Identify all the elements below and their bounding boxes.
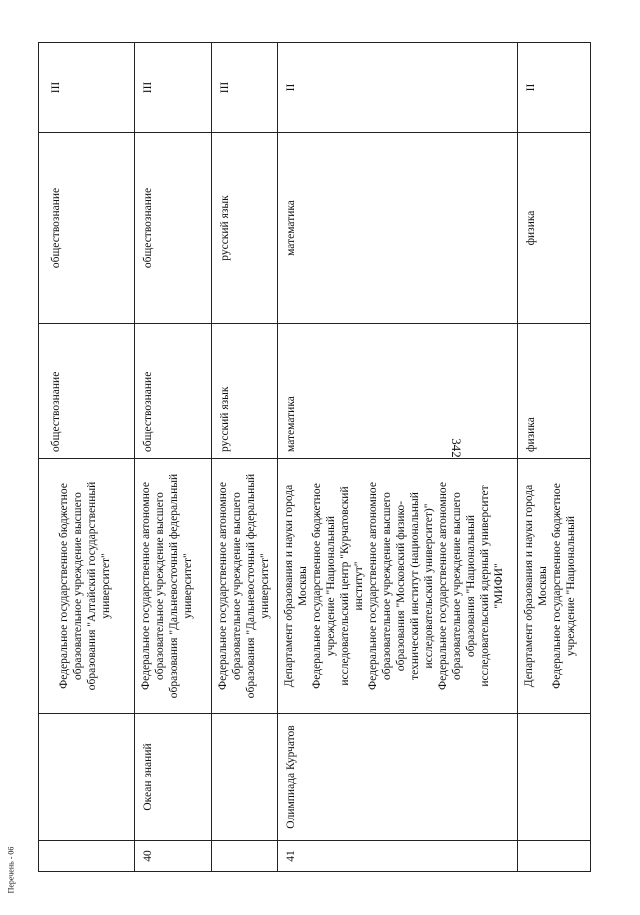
organizer-line: институт" [353,561,365,611]
organizer-line: образовательное учреждение высшего [381,492,393,680]
profile-cell: обществознание [50,187,62,269]
organizer-line: образовательное учреждение высшего [154,492,166,680]
profile-cell: физика [525,210,537,246]
organizer-line: учреждение "Национальный [565,515,577,657]
olympiad-name-cell: Океан знаний [142,743,154,811]
organizer-line: Федеральное государственное бюджетное [551,483,563,689]
organizer-line: образовательное учреждение высшего [451,492,463,680]
organizer-line: образования "Московский физико- [395,500,407,672]
organizers-cell [518,459,590,713]
organizers-cell [278,459,517,713]
level-cell: II [525,83,537,92]
rotated-table-frame [38,42,591,872]
organizer-line: образовательное учреждение высшего [231,492,243,680]
organizer-line: Департамент образования и науки города [283,484,295,688]
olympiad-name-cell [212,714,277,840]
organizer-line: Москвы [537,566,549,606]
row-number-cell [212,841,277,871]
row-number-cell: 40 [142,850,154,862]
organizer-line: образования "Дальневосточный федеральный [168,473,180,699]
organizer-line: исследовательский центр "Курчатовский [339,486,351,686]
profile-cell: обществознание [142,187,154,269]
organizer-line: "МИФИ" [493,563,505,609]
organizer-line: Федеральное государственное автономное [140,482,152,690]
organizer-line: образовательное учреждение высшего [72,492,84,680]
page-number: 342 [449,438,464,458]
organizer-line: образования "Дальневосточный федеральный [245,473,257,699]
olympiad-name-cell: Олимпиада Курчатов [285,725,297,829]
organizer-line: Федеральное государственное автономное [367,482,379,690]
footer-note: Перечень - 06 [6,846,16,894]
level-cell: III [142,81,154,94]
organizer-line: университет" [182,553,194,619]
organizer-line: университет" [100,553,112,619]
organizer-line: учреждение "Национальный [325,515,337,657]
organizers-cell [39,459,134,713]
olympiad-table [38,42,591,872]
organizer-line: исследовательский университет)" [423,503,435,669]
organizer-line: образования "Национальный [465,514,477,658]
organizer-line: Департамент образования и науки города [523,484,535,688]
olympiad-name-cell [518,714,590,840]
organizers-cell [135,459,211,713]
olympiad-name-cell [39,714,134,840]
row-number-cell: 41 [285,850,297,862]
organizer-line: Федеральное государственное бюджетное [58,483,70,689]
organizer-line: исследовательский ядерный университет [479,485,491,687]
profile-cell: математика [285,200,297,256]
organizer-line: технический институт (национальный [409,492,421,680]
organizer-line: Федеральное государственное бюджетное [311,483,323,689]
level-cell: III [50,81,62,94]
organizer-line: образования "Алтайский государственный [86,481,98,691]
level-cell: III [219,81,231,94]
row-number-cell [518,841,590,871]
organizers-cell [212,459,277,713]
subject-cell: физика [525,417,537,452]
subject-cell: обществознание [142,371,154,452]
organizer-line: Федеральное государственное автономное [437,482,449,690]
organizer-line: Федеральное государственное автономное [217,482,229,690]
profile-cell: русский язык [219,195,231,261]
level-cell: II [285,83,297,92]
subject-cell: русский язык [219,386,231,452]
subject-cell: обществознание [50,371,62,452]
organizer-line: университет" [259,553,271,619]
organizer-line: Москвы [297,566,309,606]
subject-cell: математика [285,396,297,452]
